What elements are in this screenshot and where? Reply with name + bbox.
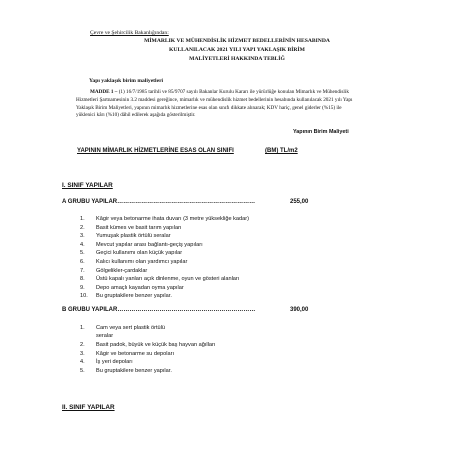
document-page: Çevre ve Şehircilik Bakanlığından: MİMARLIK VE MÜHENDİSLİK HİZMET BEDELLERİNİN HESABINDA KULLANILACAK 2021 YILI YAPI YAKLAŞIK BİRİM MALİYETLERİ HAKKINDA TEBLİĞ Yapı yaklaşık birim maliyetleri MADDE 1 – (1) 16/7/1985 tarihli ve 85/9707 sayılı Bakanlar Kurulu Kararı ile yürürlüğe konulan Mimarlık ve Mühendislik Hizmetleri Şartnamesinin 3.2 maddesi gereğince, mimarlık ve mühendislik hizmet bedellerinin hesabında kullanılacak 2021 yılı Yapı Yaklaşık Birim Maliyetleri, yapının mimarlık hizmetlerine esas olan sınıfı dikkate alınarak; KDV hariç, genel giderler (%15) ile yüklenici kârı (%10) dâhil edilerek aşağıda gösterilmiştir. Yapının Birim Maliyeti YAPININ MİMARLIK HİZMETLERİNE ESAS OLAN SINIFI (BM) TL/m2 I. SINIF YAPILAR A GRUBU YAPILAR…………………………………………………………… 255,00 1. Kâgir veya betonarme ihata duvarı (3 metre yüksekliğe kadar) 2. Basit kümes ve basit tarım yapıları 3. Yumuşak plastik örtülü seralar 4. Mevcut yapılar arası bağlantı-geçiş yapıları 5. Geçici kullanımı olan küçük yapılar 6. Kalıcı kullanımı olan yardımcı yapılar 7. Gölgelikler-çardaklar 8. Üstü kapalı yanları açık dinlenme, oyun ve gösteri alanları 9. Depo amaçlı kayadan oyma yapılar 10. Bu gruptakilere benzer yapılar. B GRUBU YAPILAR…………………………………………………………… 390,00 1. Cam veya sert plastik örtülü seralar 2. Basit padok, büyük ve küçük baş hayvan ağılları 3. Kâgir ve betonarme su depoları 4. İş yeri depoları 5. Bu gruptakilere benzer yapılar. II. SINIF YAPILAR — [0, 0, 474, 474]
group-a-value: 255,00 — [290, 199, 309, 205]
group-b-label: B GRUBU YAPILAR…………………………………………………………… — [62, 307, 256, 313]
section-title-1: I. SINIF YAPILAR — [62, 182, 113, 189]
ministry-name: Çevre ve Şehircilik Bakanlığından: — [90, 30, 169, 36]
group-b-value: 390,00 — [290, 307, 309, 313]
group-b-row — [62, 307, 309, 313]
paragraph-line-4: yüklenici kârı (%10) dâhil edilerek aşağıda gösterilmiştir. — [76, 112, 196, 119]
subheading: Yapı yaklaşık birim maliyetleri — [89, 78, 164, 84]
paragraph-line-2: Hizmetleri Şartnamesinin 3.2 maddesi gereğince, mimarlık ve mühendislik hizmet bedellerinin hesabında kullanılacak 2021 yılı Yapı — [76, 96, 353, 103]
title-line-3: MALİYETLERİ HAKKINDA TEBLİĞ — [189, 56, 285, 62]
article-lead: MADDE 1 – — [90, 89, 118, 95]
unit-cost-label: Yapının Birim Maliyeti — [293, 129, 349, 135]
paragraph-line-1 — [76, 89, 398, 97]
article-paragraph — [76, 89, 398, 120]
table-header-class: YAPININ MİMARLIK HİZMETLERİNE ESAS OLAN SINIFI — [77, 148, 234, 154]
table-header-unit: (BM) TL/m2 — [265, 148, 298, 154]
section-title-2: II. SINIF YAPILAR — [62, 404, 115, 411]
group-a-label: A GRUBU YAPILAR…………………………………………………………… — [62, 199, 256, 205]
paragraph-line-3: Yaklaşık Birim Maliyetleri, yapının mimarlık hizmetlerine esas olan sınıfı dikkate alınarak; KDV hariç, genel giderler (%15) ile — [76, 104, 342, 111]
title-line-2: KULLANILACAK 2021 YILI YAPI YAKLAŞIK BİRİM — [169, 47, 305, 53]
paragraph-text-1: (1) 16/7/1985 tarihli ve 85/9707 sayılı Bakanlar Kurulu Kararı ile yürürlüğe konulan Mimarlık ve Mühendislik — [117, 89, 349, 95]
group-a-row — [62, 199, 309, 205]
title-line-1: MİMARLIK VE MÜHENDİSLİK HİZMET BEDELLERİNİN HESABINDA — [144, 38, 330, 44]
